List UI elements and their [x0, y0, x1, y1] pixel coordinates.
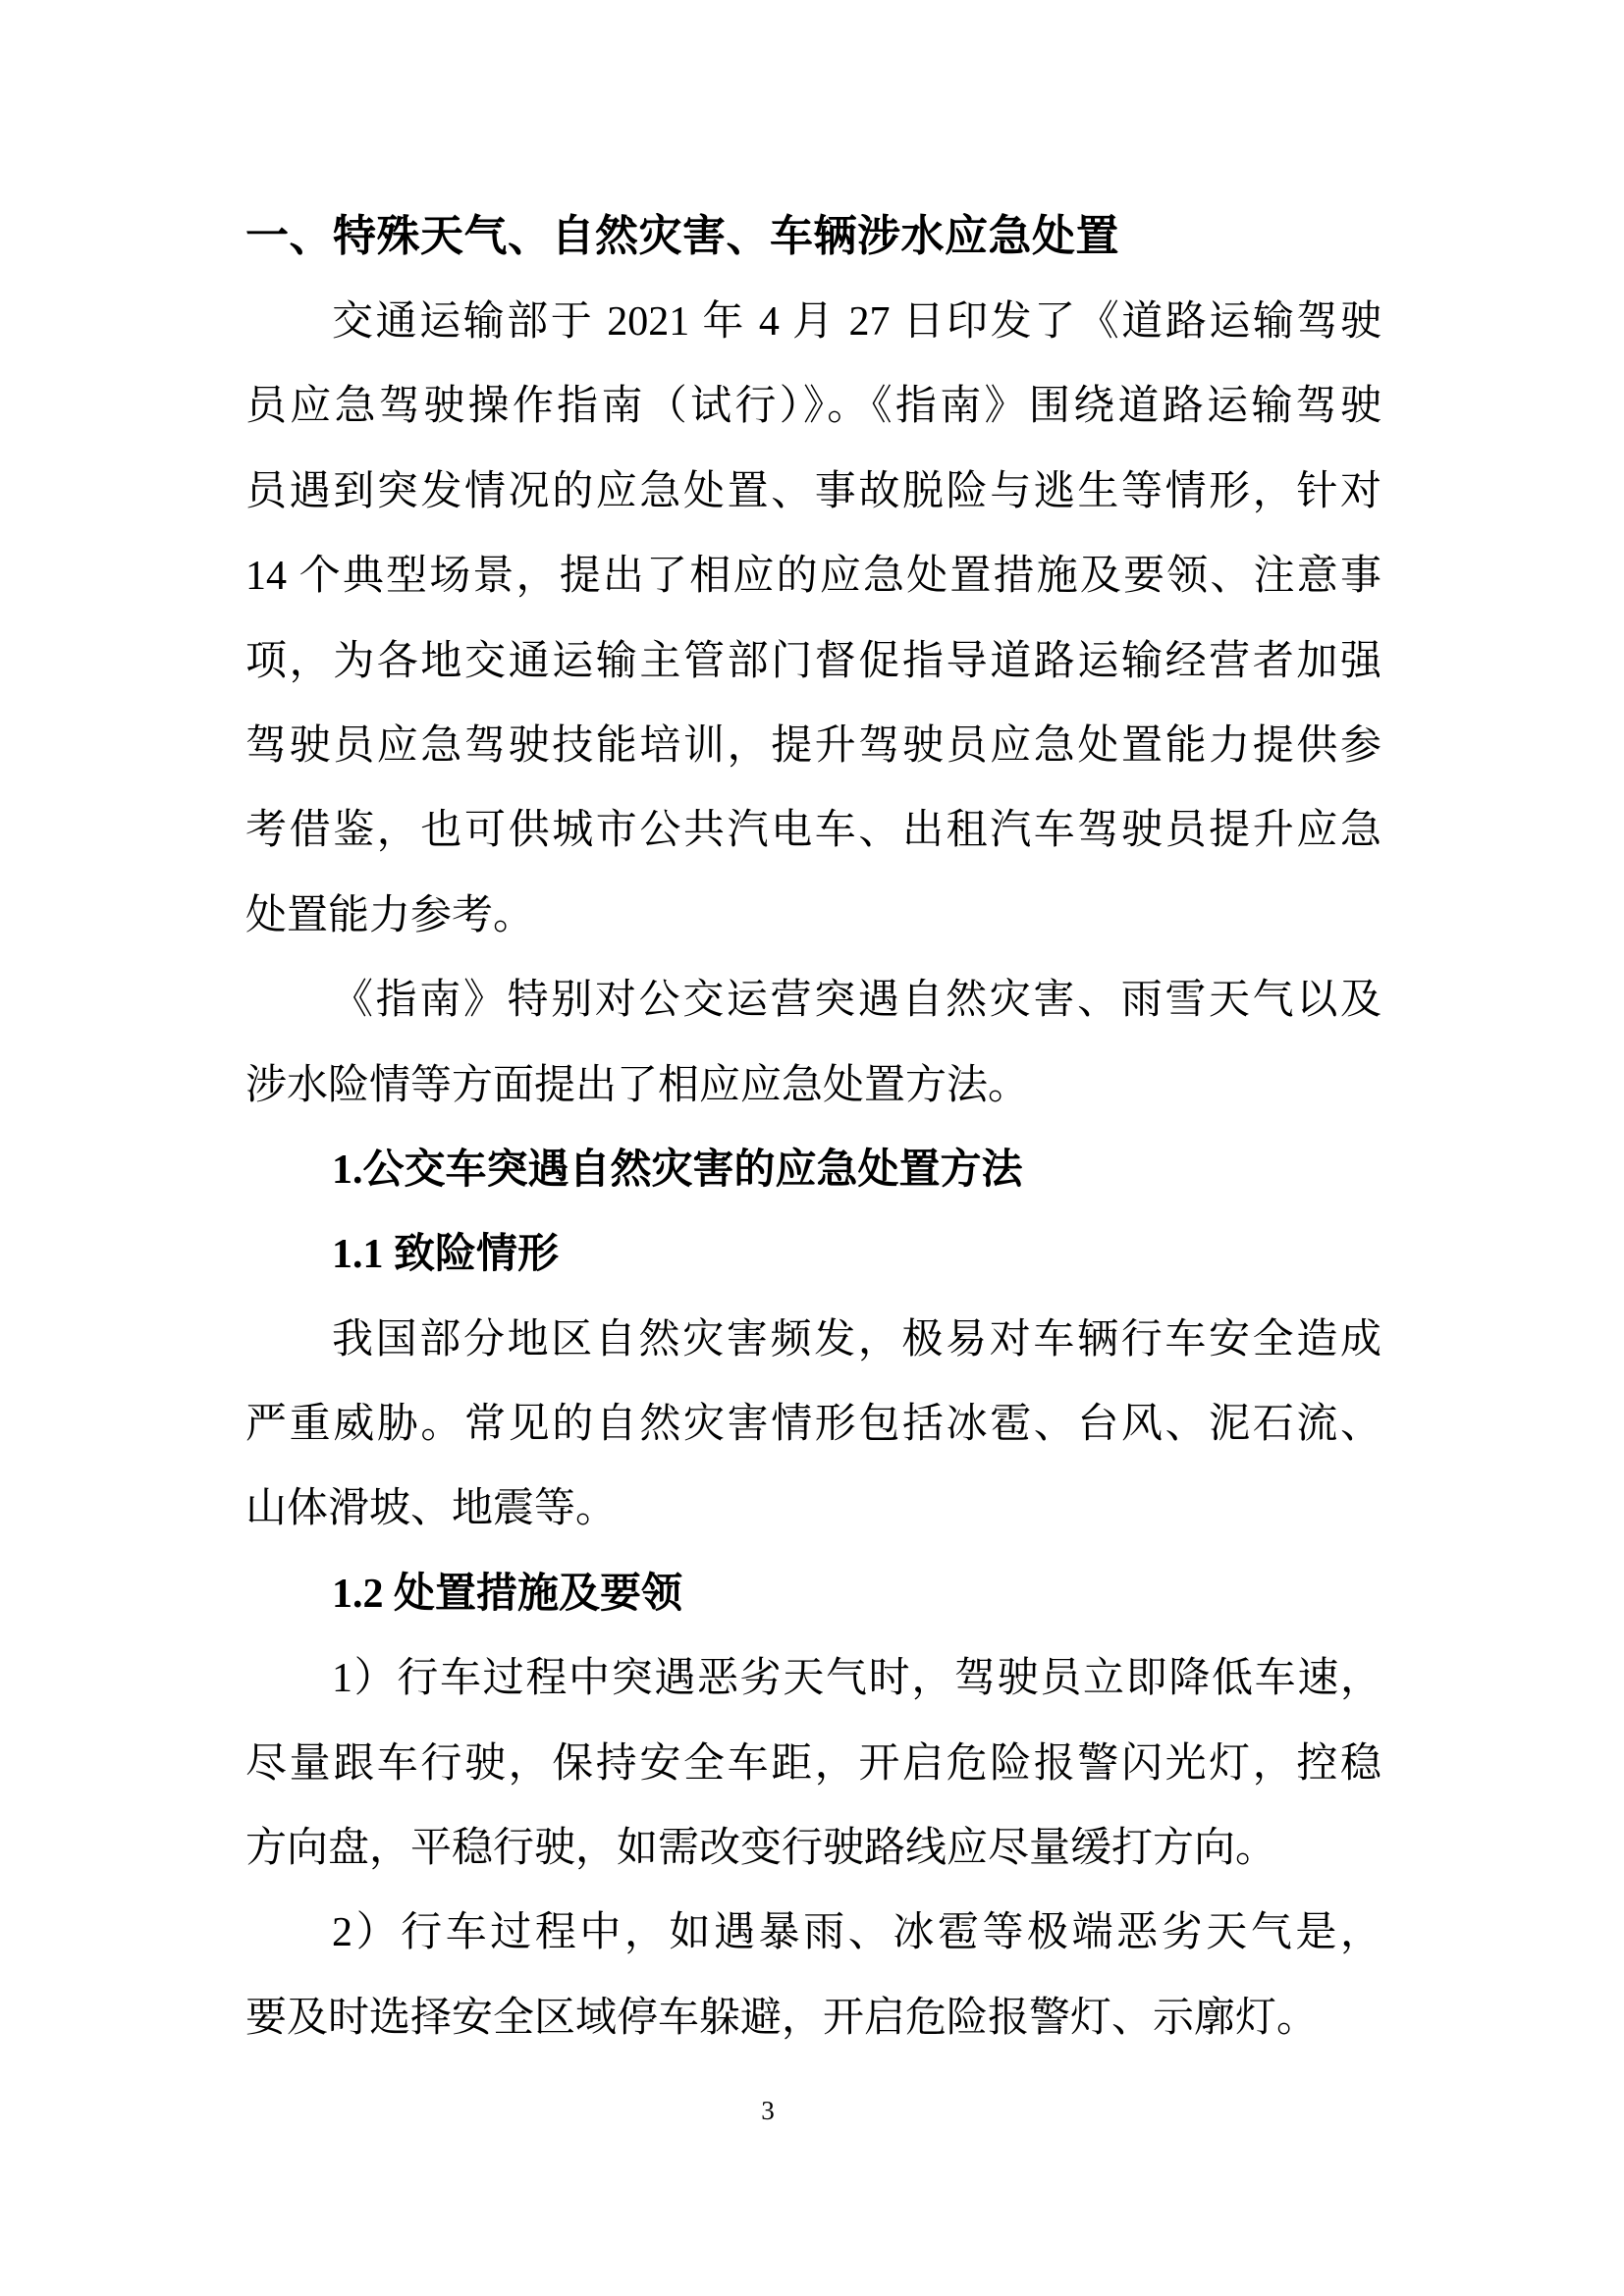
paragraph-line: 驾驶员应急驾驶技能培训，提升驾驶员应急处置能力提供参	[245, 722, 1381, 769]
heading-1-1-risk-situations: 1.1 致险情形	[332, 1232, 560, 1278]
paragraph-line: 我国部分地区自然灾害频发，极易对车辆行车安全造成	[332, 1316, 1381, 1362]
paragraph-line: 员应急驾驶操作指南（试行）》。《指南》围绕道路运输驾驶	[245, 384, 1381, 430]
paragraph-line: 项，为各地交通运输主管部门督促指导道路运输经营者加强	[245, 638, 1381, 684]
heading-1-2-measures: 1.2 处置措施及要领	[332, 1571, 683, 1617]
page-body	[245, 205, 1381, 2060]
paragraph-line: 交通运输部于 2021 年 4 月 27 日印发了《道路运输驾驶	[332, 299, 1381, 345]
paragraph-line: 处置能力参考。	[245, 892, 535, 938]
paragraph-line: 尽量跟车行驶，保持安全车距，开启危险报警闪光灯，控稳	[245, 1740, 1381, 1787]
paragraph-line: 山体滑坡、地震等。	[245, 1486, 618, 1532]
paragraph-line: 方向盘，平稳行驶，如需改变行驶路线应尽量缓打方向。	[245, 1826, 1277, 1872]
paragraph-line: 考借鉴，也可供城市公共汽电车、出租汽车驾驶员提升应急	[245, 808, 1381, 854]
paragraph-line: 《指南》特别对公交运营突遇自然灾害、雨雪天气以及	[332, 978, 1381, 1024]
paragraph-line: 要及时选择安全区域停车躲避，开启危险报警灯、示廓灯。	[245, 1995, 1319, 2041]
section-title: 一、特殊天气、自然灾害、车辆涉水应急处置	[245, 212, 1119, 260]
paragraph-line: 严重威胁。常见的自然灾害情形包括冰雹、台风、泥石流、	[245, 1402, 1381, 1448]
paragraph-line: 涉水险情等方面提出了相应应急处置方法。	[245, 1062, 1030, 1108]
paragraph-line: 2）行车过程中，如遇暴雨、冰雹等极端恶劣天气是，	[332, 1910, 1381, 1956]
page-number: 3	[761, 2096, 775, 2125]
heading-1-bus-natural-disaster: 1.公交车突遇自然灾害的应急处置方法	[332, 1147, 1023, 1193]
paragraph-line: 14 个典型场景，提出了相应的应急处置措施及要领、注意事	[245, 554, 1381, 600]
paragraph-line: 员遇到突发情况的应急处置、事故脱险与逃生等情形，针对	[245, 468, 1381, 514]
paragraph-line: 1）行车过程中突遇恶劣天气时，驾驶员立即降低车速，	[332, 1656, 1381, 1702]
